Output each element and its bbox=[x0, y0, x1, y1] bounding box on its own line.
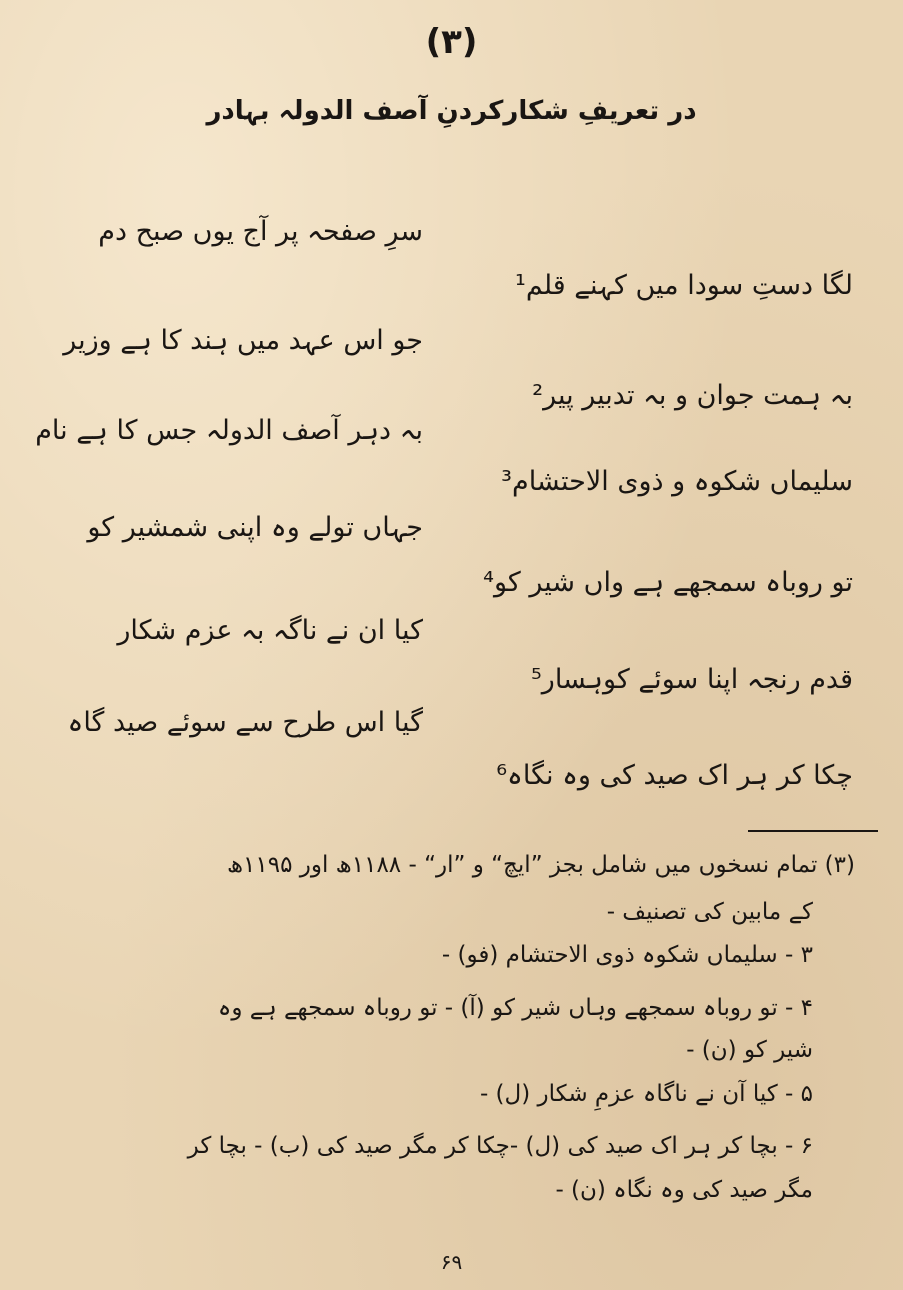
verse-line: بہ ہمت جوان و بہ تدبیر پیر² bbox=[532, 380, 853, 411]
verse-line: گیا اس طرح سے سوئے صید گاہ bbox=[67, 707, 423, 738]
footnote-line: ۳ - سلیماں شکوہ ذوی الاحتشام (فو) - bbox=[441, 942, 813, 968]
poem-heading: در تعریفِ شکارکردنِ آصف الدولہ بہادر bbox=[206, 96, 697, 126]
verse-line: بہ دہر آصف الدولہ جس کا ہے نام bbox=[35, 415, 423, 446]
footnote-line: کے مابین کی تصنیف - bbox=[606, 899, 813, 925]
chapter-number: (۳) bbox=[425, 22, 478, 62]
verse-line: جو اس عہد میں ہند کا ہے وزیر bbox=[63, 325, 423, 356]
verse-line: سلیماں شکوہ و ذوی الاحتشام³ bbox=[501, 466, 853, 497]
footnote-line: (۳) تمام نسخوں میں شامل بجز ”ایچ“ و ”ار“ - ۱۱۸۸ھ اور ۱۱۹۵ھ bbox=[226, 852, 855, 878]
verse-line: قدم رنجہ اپنا سوئے کوہسار⁵ bbox=[530, 664, 853, 695]
verse-line: سرِ صفحہ پر آج یوں صبح دم bbox=[98, 216, 423, 247]
footnote-line: ۴ - تو روباہ سمجھے وہاں شیر کو (آ) - تو روباہ سمجھے ہے وہ bbox=[217, 995, 813, 1021]
footnote-line: ۵ - کیا آن نے ناگاہ عزمِ شکار (ل) - bbox=[479, 1081, 813, 1107]
verse-line: تو روباہ سمجھے ہے واں شیر کو⁴ bbox=[483, 567, 853, 598]
verse-line: جہاں تولے وہ اپنی شمشیر کو bbox=[87, 512, 423, 543]
verse-line: چکا کر ہر اک صید کی وہ نگاہ⁶ bbox=[496, 760, 853, 791]
footnote-divider bbox=[748, 830, 878, 832]
verse-line: کیا ان نے ناگہ بہ عزم شکار bbox=[117, 615, 423, 646]
page-number: ۶۹ bbox=[440, 1250, 463, 1274]
footnote-line: شیر کو (ن) - bbox=[686, 1037, 813, 1063]
footnote-line: مگر صید کی وہ نگاہ (ن) - bbox=[555, 1177, 813, 1203]
verse-line: لگا دستِ سودا میں کہنے قلم¹ bbox=[515, 270, 853, 301]
footnote-line: ۶ - بچا کر ہر اک صید کی (ل) -چکا کر مگر صید کی (ب) - بچا کر bbox=[187, 1133, 813, 1159]
